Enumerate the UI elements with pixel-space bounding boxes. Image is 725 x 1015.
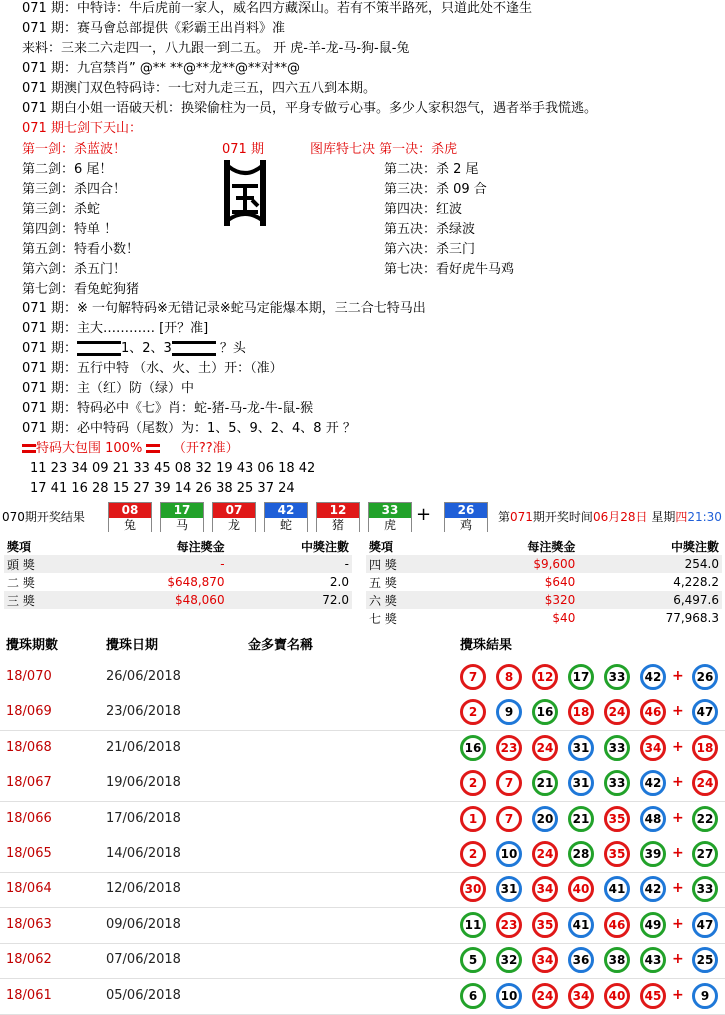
prize-table-right <box>366 537 722 627</box>
next-time: 21:30 <box>687 510 722 524</box>
history-ball: 24 <box>532 983 558 1009</box>
prize-amount: $9,600 <box>533 557 576 571</box>
history-ball: 23 <box>496 912 522 938</box>
result-ball-zodiac: 蛇 <box>265 518 307 533</box>
text-line-3: 来料：三来二六走四一，八九跟一到二五。 开 虎-羊-龙-马-狗-鼠-兔 <box>22 41 410 56</box>
history-row <box>0 943 725 979</box>
next-draw-info <box>498 508 722 526</box>
history-ball: 48 <box>640 806 666 832</box>
history-ball: 2 <box>460 770 486 796</box>
history-row <box>0 695 725 731</box>
history-date: 23/06/2018 <box>106 704 181 720</box>
history-ball: 34 <box>532 947 558 973</box>
prize-row <box>4 573 352 591</box>
history-row <box>0 979 725 1015</box>
result-ball <box>160 502 204 532</box>
history-ball: 35 <box>604 841 630 867</box>
history-ball: 21 <box>532 770 558 796</box>
history-ball: 31 <box>496 876 522 902</box>
prize-count: 6,497.6 <box>673 593 719 607</box>
history-plus: + <box>672 703 684 720</box>
history-special-ball: 47 <box>692 699 718 725</box>
history-ball: 46 <box>640 699 666 725</box>
prize-row <box>4 555 352 573</box>
history-ball: 45 <box>640 983 666 1009</box>
sword-left-4: 第三剑：杀蛇 <box>22 202 101 217</box>
history-ball: 33 <box>604 735 630 761</box>
history-ball: 7 <box>496 806 522 832</box>
history-special-ball: 24 <box>692 770 718 796</box>
history-ball: 28 <box>568 841 594 867</box>
history-plus: + <box>672 738 684 755</box>
history-date: 05/06/2018 <box>106 987 181 1003</box>
result-ball <box>212 502 256 532</box>
next-prefix: 第 <box>498 510 511 524</box>
result-ball-zodiac: 马 <box>161 518 203 533</box>
sword-right-2: 第三决：杀 09 合 <box>384 182 487 197</box>
history-date: 17/06/2018 <box>106 810 181 826</box>
result-ball <box>108 502 152 532</box>
history-ball: 38 <box>604 947 630 973</box>
text-line-6: 071 期白小姐一语破天机：换梁偷柱为一员，平身专做亏心事。多少人家积怨气，遇者举手我慌逃。 <box>22 101 597 116</box>
history-period[interactable]: 18/061 <box>6 987 52 1003</box>
history-date: 12/06/2018 <box>106 881 181 897</box>
prize-row <box>366 591 722 609</box>
next-week-label: 星期 <box>651 510 676 524</box>
history-ball: 17 <box>568 664 594 690</box>
history-plus: + <box>672 845 684 861</box>
history-ball: 41 <box>604 876 630 902</box>
history-row <box>0 660 725 696</box>
history-ball: 1 <box>460 806 486 832</box>
history-ball: 7 <box>460 664 486 690</box>
history-date: 14/06/2018 <box>106 846 181 861</box>
history-special-ball: 33 <box>692 876 718 902</box>
history-ball: 24 <box>532 735 558 761</box>
history-ball: 10 <box>496 841 522 867</box>
sword-left-5: 第四剑：特单 ！ <box>22 222 118 237</box>
sword-right-5: 第六决：杀三门 <box>384 242 476 257</box>
history-ball: 2 <box>460 699 486 725</box>
sword-left-6: 第五剑：特看小数！ <box>22 242 140 257</box>
history-ball: 23 <box>496 735 522 761</box>
prize-count: - <box>344 557 349 571</box>
baowei-line <box>22 440 239 458</box>
history-ball: 32 <box>496 947 522 973</box>
bars-mid: 1、2、3 <box>120 341 172 356</box>
result-ball-number: 08 <box>109 503 151 518</box>
prize-amount: $40 <box>552 611 576 625</box>
history-ball: 5 <box>460 947 486 973</box>
history-period[interactable]: 18/069 <box>6 704 52 720</box>
history-ball: 34 <box>532 876 558 902</box>
history-ball: 43 <box>640 947 666 973</box>
result-ball-zodiac: 龙 <box>213 518 255 533</box>
numbers-row-1: 11 23 34 09 21 33 45 08 32 19 43 06 18 42 <box>30 461 316 476</box>
bars-right <box>172 341 216 356</box>
history-ball: 7 <box>496 770 522 796</box>
history-date: 21/06/2018 <box>106 739 181 755</box>
history-period[interactable]: 18/065 <box>6 846 52 861</box>
result-ball-zodiac: 鸡 <box>445 518 487 533</box>
history-plus: + <box>672 668 684 684</box>
prize-col-count: 中獎注數 <box>300 539 349 554</box>
history-col-date: 攪珠日期 <box>106 638 159 653</box>
history-ball: 35 <box>604 806 630 832</box>
result-ball-zodiac: 虎 <box>369 518 411 533</box>
text-line-11: 071 期：五行中特 （水、火、土）开：（准） <box>22 361 283 376</box>
history-ball: 8 <box>496 664 522 690</box>
history-ball: 30 <box>460 876 486 902</box>
bars-prefix: 071 期： <box>22 341 77 356</box>
prize-table-left <box>4 537 352 609</box>
history-plus: + <box>672 986 684 1003</box>
history-row <box>0 908 725 944</box>
text-line-14: 071 期：必中特码（尾数）为：1、5、9、2、4、8 开 ？ <box>22 421 356 436</box>
sword-right-4: 第五决：杀绿波 <box>384 222 476 237</box>
history-ball: 33 <box>604 770 630 796</box>
history-ball: 41 <box>568 912 594 938</box>
history-period[interactable]: 18/070 <box>6 669 52 684</box>
history-row <box>0 872 725 908</box>
sword-right-1: 第二决：杀 2 尾 <box>384 162 479 177</box>
text-line-9: 071 期：主大………… [开？准] <box>22 321 209 336</box>
history-ball: 10 <box>496 983 522 1009</box>
sword-left-8: 第七剑：看兔蛇狗猪 <box>22 282 140 297</box>
prize-amount: - <box>220 557 225 571</box>
prize-amount: $320 <box>544 593 576 607</box>
history-ball: 39 <box>640 841 666 867</box>
prize-col-amount: 每注獎金 <box>527 539 576 554</box>
history-ball: 40 <box>604 983 630 1009</box>
prize-col-amount: 每注獎金 <box>176 539 225 554</box>
history-plus: + <box>672 774 684 791</box>
history-period[interactable]: 18/068 <box>6 739 52 755</box>
history-ball: 16 <box>460 735 486 761</box>
sword-left-3: 第三剑：杀四合！ <box>22 182 127 197</box>
history-ball: 35 <box>532 912 558 938</box>
history-date: 07/06/2018 <box>106 952 181 968</box>
text-line-10 <box>22 340 246 358</box>
next-date: 06月28日 <box>592 510 648 524</box>
character-glyph <box>222 160 268 226</box>
history-period[interactable]: 18/062 <box>6 952 52 968</box>
text-line-4: 071 期：九宫禁肖” @** **@**龙**@**对**@ <box>22 61 300 76</box>
history-ball: 16 <box>532 699 558 725</box>
prize-count: 254.0 <box>684 557 719 571</box>
sword-left-1: 第一剑：杀蓝波！ <box>22 142 127 157</box>
text-line-1: 071 期：中特诗：牛后虎前一家人，威名四方藏深山。若有不策半路死，只道此处不逢生 <box>22 1 532 16</box>
text-line-2: 071 期：赛马會总部提供《彩霸王出肖料》准 <box>22 21 285 36</box>
text-line-5: 071 期澳门双色特码诗：一七对九走三五，四六五八到本期。 <box>22 81 376 96</box>
history-ball: 6 <box>460 983 486 1009</box>
history-ball: 49 <box>640 912 666 938</box>
history-date: 26/06/2018 <box>106 669 181 684</box>
history-special-ball: 25 <box>692 947 718 973</box>
history-col-result: 攪珠結果 <box>460 638 513 653</box>
history-ball: 42 <box>640 876 666 902</box>
history-ball: 11 <box>460 912 486 938</box>
result-ball-number: 42 <box>265 503 307 518</box>
next-issue: 071 <box>510 510 533 524</box>
history-ball: 31 <box>568 770 594 796</box>
history-ball: 21 <box>568 806 594 832</box>
result-ball-number: 33 <box>369 503 411 518</box>
history-ball: 24 <box>532 841 558 867</box>
baowei-label: 特码大包围 100% <box>36 441 143 456</box>
prize-item: 三 獎 <box>7 593 35 608</box>
result-ball-number: 17 <box>161 503 203 518</box>
history-ball: 40 <box>568 876 594 902</box>
text-line-7: 071 期七剑下天山： <box>22 121 142 136</box>
sword-left-2: 第二剑：6 尾！ <box>22 162 113 177</box>
prize-header-left <box>4 537 352 555</box>
history-special-ball: 22 <box>692 806 718 832</box>
baowei-bars-right <box>146 444 160 453</box>
result-ball-number: 26 <box>445 503 487 518</box>
history-plus: + <box>672 880 684 897</box>
bars-left <box>77 341 121 356</box>
prize-header-right <box>366 537 722 555</box>
history-plus: + <box>672 809 684 826</box>
prize-row <box>366 555 722 573</box>
sword-left-7: 第六剑：杀五门！ <box>22 262 127 277</box>
history-ball: 2 <box>460 841 486 867</box>
numbers-row-2: 17 41 16 28 15 27 39 14 26 38 25 37 24 <box>30 481 295 496</box>
prize-count: 72.0 <box>322 593 349 607</box>
result-ball-zodiac: 猪 <box>317 518 359 533</box>
result-ball <box>264 502 308 532</box>
result-plus: + <box>416 504 432 525</box>
history-period[interactable]: 18/067 <box>6 775 52 791</box>
history-ball: 42 <box>640 770 666 796</box>
history-special-ball: 26 <box>692 664 718 690</box>
prize-amount: $648,870 <box>167 575 225 589</box>
history-ball: 36 <box>568 947 594 973</box>
history-date: 19/06/2018 <box>106 775 181 791</box>
text-line-13: 071 期：特码必中《七》肖：蛇-猪-马-龙-牛-鼠-猴 <box>22 401 314 416</box>
prize-col-count: 中獎注數 <box>670 539 719 554</box>
prize-count: 2.0 <box>329 575 349 589</box>
sword-right-3: 第四决：红波 <box>384 202 463 217</box>
history-row <box>0 837 725 873</box>
history-ball: 34 <box>568 983 594 1009</box>
history-ball: 20 <box>532 806 558 832</box>
result-ball <box>368 502 412 532</box>
result-ball-number: 12 <box>317 503 359 518</box>
prize-col-item: 獎項 <box>7 539 32 554</box>
prize-amount: $48,060 <box>174 593 225 607</box>
next-week: 四 <box>675 510 688 524</box>
prize-item: 六 獎 <box>369 593 397 608</box>
history-row <box>0 731 725 767</box>
baowei-bars-left <box>22 444 36 453</box>
prize-item: 五 獎 <box>369 575 397 590</box>
text-line-8: 071 期：※ 一句解特码※无错记录※蛇马定能爆本期，三二合七特马出 <box>22 301 426 316</box>
history-date: 09/06/2018 <box>106 916 181 932</box>
history-special-ball: 27 <box>692 841 718 867</box>
mid-title: 071 期 <box>222 142 264 157</box>
prize-count: 4,228.2 <box>673 575 719 589</box>
prize-item: 頭 獎 <box>7 557 35 572</box>
history-ball: 24 <box>604 699 630 725</box>
history-col-period: 攪珠期數 <box>6 638 59 653</box>
history-ball: 33 <box>604 664 630 690</box>
history-ball: 9 <box>496 699 522 725</box>
prize-col-item: 獎項 <box>369 539 394 554</box>
history-plus: + <box>672 951 684 968</box>
history-col-name: 金多寶名稱 <box>248 638 314 653</box>
history-row <box>0 766 725 802</box>
right-title: 图库特七决 第一决：杀虎 <box>310 142 458 157</box>
prize-item: 二 獎 <box>7 575 35 590</box>
history-row <box>0 802 725 838</box>
bars-tail: ？头 <box>219 341 246 356</box>
result-ball-number: 07 <box>213 503 255 518</box>
prize-item: 七 獎 <box>369 611 397 626</box>
history-ball: 18 <box>568 699 594 725</box>
prize-row <box>366 573 722 591</box>
next-mid: 期开奖时间 <box>532 510 593 524</box>
result-ball <box>316 502 360 532</box>
history-period[interactable]: 18/064 <box>6 881 52 897</box>
history-special-ball: 18 <box>692 735 718 761</box>
history-period[interactable]: 18/063 <box>6 916 52 932</box>
history-ball: 46 <box>604 912 630 938</box>
history-ball: 12 <box>532 664 558 690</box>
prize-count: 77,968.3 <box>665 611 719 625</box>
baowei-tail: （开??准） <box>172 441 239 456</box>
history-special-ball: 47 <box>692 912 718 938</box>
prize-row <box>4 591 352 609</box>
history-ball: 34 <box>640 735 666 761</box>
result-ball-zodiac: 兔 <box>109 518 151 533</box>
history-special-ball: 9 <box>692 983 718 1009</box>
history-plus: + <box>672 915 684 932</box>
text-line-12: 071 期：主（红）防（绿）中 <box>22 381 194 396</box>
result-ball <box>444 502 488 532</box>
prize-row <box>366 609 722 627</box>
history-ball: 31 <box>568 735 594 761</box>
prize-amount: $640 <box>544 575 576 589</box>
sword-right-6: 第七决：看好虎牛马鸡 <box>384 262 515 277</box>
history-period[interactable]: 18/066 <box>6 810 52 826</box>
result-title: 070期开奖结果 <box>2 510 85 524</box>
history-ball: 42 <box>640 664 666 690</box>
prize-item: 四 獎 <box>369 557 397 572</box>
